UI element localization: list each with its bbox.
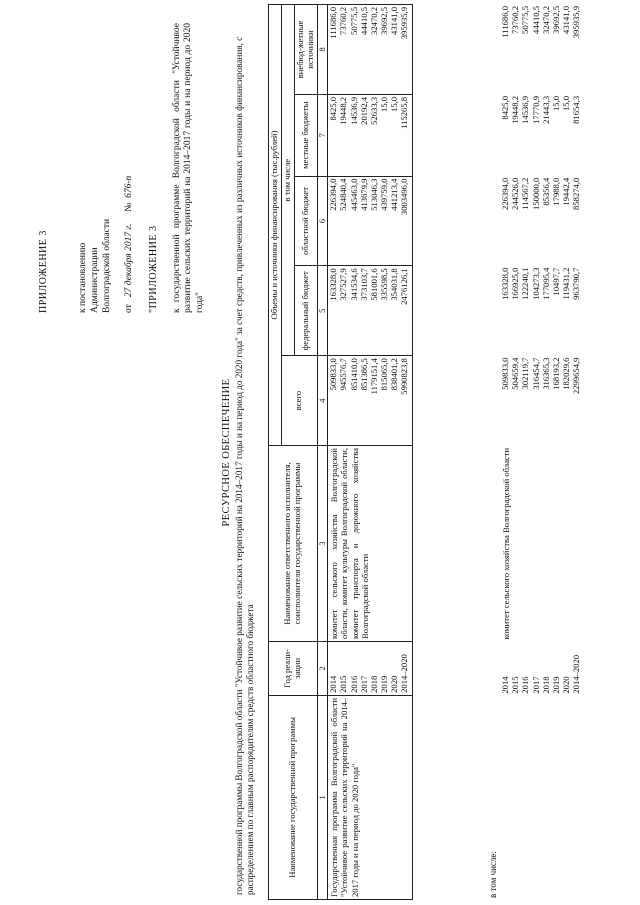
local-value: 52633,3 — [368, 96, 379, 125]
local-value: 20192,4 — [358, 96, 369, 125]
decree-line-3: Волгоградской области — [102, 218, 112, 313]
year-value: 2018 — [540, 676, 551, 694]
total-value: 182029,6 — [561, 357, 572, 390]
total-value: 945576,7 — [338, 358, 349, 391]
year-value: 2017 — [358, 675, 369, 693]
reference-text: к государственной программе Волгоградской области "Устойчивое развитие сельских территорий на 2014–2017 годы и на период до 2020 года" — [172, 23, 205, 313]
header-including: в том числе — [281, 5, 294, 356]
resource-table — [268, 4, 413, 900]
total-value: 838401,2 — [389, 358, 400, 391]
extra-value: 43141,0 — [389, 7, 400, 35]
federal-value: 341534,6 — [348, 268, 359, 301]
local-value: 17770,9 — [530, 95, 541, 124]
federal-value: 354031,8 — [389, 268, 400, 301]
total-value: 851410,0 — [348, 358, 359, 391]
number-value: 676-п — [124, 175, 134, 198]
appendix-title: ПРИЛОЖЕНИЕ 3 — [38, 230, 49, 313]
total-value: 1179151,4 — [368, 358, 379, 395]
years-cell — [328, 641, 413, 695]
regional-value: 226394,0 — [328, 178, 339, 211]
header-extra: внебюд-жетные источники — [294, 5, 317, 95]
year-value: 2020 — [561, 676, 572, 694]
extra-value: 50775,5 — [520, 6, 531, 34]
header-federal: федеральный бюджет — [294, 266, 317, 356]
year-value: 2019 — [550, 676, 561, 694]
extra-value: 111686,0 — [500, 6, 510, 38]
federal-value: 10497,7 — [550, 267, 561, 296]
federal-value: 104273,3 — [530, 267, 541, 300]
regional-cell — [328, 176, 413, 266]
regional-value: 439759,0 — [379, 178, 390, 211]
year-value: 2014 — [328, 675, 339, 693]
year-value: 2016 — [348, 675, 359, 693]
local-value: 15,0 — [389, 96, 400, 112]
document-title: РЕСУРСНОЕ ОБЕСПЕЧЕНИЕ — [221, 378, 232, 527]
extra-value: 39692,5 — [379, 7, 390, 35]
header-total: всего — [281, 356, 317, 446]
table-row-sub — [500, 4, 584, 900]
sub-years-cell — [500, 642, 584, 696]
total-value: 504659,4 — [510, 357, 521, 390]
header-executor: Наименование ответственного исполнителя, соисполнителя государственной программы — [269, 446, 318, 642]
col-number: 2 — [317, 641, 328, 695]
local-value: 15,0 — [379, 96, 390, 112]
document-subtitle: государственной программы Волгоградской области "Устойчивое развитие сельских территорий на 2014–2017 годы и на период до 2020 года" за счет средств, привлеченных из различных источников финансирования, с распределением по главным распорядителям средств областного бюджета — [234, 36, 255, 895]
regional-value: 513046,3 — [368, 178, 379, 211]
date-prefix: от — [124, 304, 134, 313]
year-value: 2015 — [338, 675, 349, 693]
regional-value: 114567,2 — [520, 177, 531, 210]
extra-value: 73760,2 — [510, 6, 521, 34]
col-number: 3 — [317, 446, 328, 642]
sub-regional-cell — [500, 176, 584, 266]
decree-line-1: к постановлению — [78, 242, 88, 313]
federal-value: 963790,7 — [571, 267, 582, 300]
header-year: Год реали-зации — [269, 641, 318, 695]
year-value: 2020 — [389, 675, 400, 693]
extra-value: 73760,2 — [338, 7, 349, 35]
extra-value: 395935,9 — [399, 7, 410, 40]
regional-value: 3003496,0 — [399, 178, 410, 216]
sub-local-cell — [500, 94, 584, 176]
appendix-title-2: "ПРИЛОЖЕНИЕ 3 — [148, 225, 159, 313]
total-value: 851386,5 — [358, 358, 369, 391]
extra-value: 39692,5 — [550, 6, 561, 34]
header-funding: Объемы и источники финансирования (тыс.рублей) — [269, 5, 282, 446]
federal-value: 177095,4 — [540, 267, 551, 300]
regional-value: 441213,4 — [389, 178, 400, 211]
federal-value: 166925,0 — [510, 267, 521, 300]
extra-value: 44410,5 — [358, 7, 369, 35]
local-value: 14536,9 — [520, 95, 531, 124]
header-local: местные бюджеты — [294, 94, 317, 176]
regional-value: 524840,4 — [338, 178, 349, 211]
year-value: 2016 — [520, 676, 531, 694]
sub-federal-cell — [500, 266, 584, 356]
local-value: 8425,0 — [328, 96, 339, 121]
regional-value: 150000,0 — [530, 177, 541, 210]
year-value: 2017 — [530, 676, 541, 694]
total-value: 168193,2 — [550, 357, 561, 390]
federal-value: 2476126,1 — [399, 268, 410, 305]
table-row-program — [328, 5, 413, 900]
local-value: 15,0 — [561, 95, 572, 111]
local-value: 14536,9 — [348, 96, 359, 125]
local-value: 81654,3 — [571, 95, 582, 124]
col-number: 1 — [317, 695, 328, 899]
total-value: 5990823,8 — [399, 358, 410, 395]
header-regional: областной бюджет — [294, 176, 317, 266]
federal-value: 122240,1 — [520, 267, 531, 300]
sub-extra-cell — [500, 4, 584, 94]
extra-cell — [328, 5, 413, 95]
total-value: 316365,3 — [540, 357, 551, 390]
year-value: 2015 — [510, 676, 521, 694]
col-number: 5 — [317, 266, 328, 356]
local-value: 19448,2 — [338, 96, 349, 125]
decree-line-2: Администрации — [90, 247, 100, 313]
local-cell — [328, 94, 413, 176]
total-value: 815065,0 — [379, 358, 390, 391]
federal-value: 119431,2 — [561, 267, 572, 300]
total-value: 316454,7 — [530, 357, 541, 390]
local-value: 21443,3 — [540, 95, 551, 124]
federal-value: 327527,9 — [338, 268, 349, 301]
extra-value: 111686,0 — [328, 7, 339, 39]
extra-value: 43141,0 — [561, 6, 572, 34]
total-value: 509833,0 — [328, 358, 339, 391]
regional-value: 19442,4 — [561, 177, 572, 206]
number-prefix: № — [124, 202, 134, 212]
col-number: 6 — [317, 176, 328, 266]
federal-value: 581001,6 — [368, 268, 379, 301]
header-program-name: Наименование государственной программы — [269, 695, 318, 899]
local-value: 15,0 — [550, 95, 561, 111]
federal-value: 335598,5 — [379, 268, 390, 301]
regional-value: 413679,9 — [358, 178, 369, 211]
col-number: 7 — [317, 94, 328, 176]
year-value: 2014–2020 — [571, 654, 582, 694]
local-value: 115265,8 — [399, 96, 410, 129]
total-value: 509833,0 — [500, 357, 510, 390]
sub-total-cell — [500, 356, 584, 446]
regional-value: 244526,0 — [510, 177, 521, 210]
year-value: 2014–2020 — [399, 654, 410, 693]
including-label: в том числе: — [488, 851, 498, 898]
executor-cell: комитет сельского хозяйства Волгоградской области, комитет культуры Волгоградской области, комитет транспорта и дорожного хозяйства Волгоградской области — [328, 446, 413, 642]
year-value: 2019 — [379, 675, 390, 693]
federal-cell — [328, 266, 413, 356]
regional-value: 445463,0 — [348, 178, 359, 211]
local-value: 8425,0 — [500, 95, 510, 120]
extra-value: 395935,9 — [571, 6, 582, 39]
extra-value: 50775,5 — [348, 7, 359, 35]
federal-value: 163328,0 — [500, 267, 510, 300]
col-number: 4 — [317, 356, 328, 446]
local-value: 19448,2 — [510, 95, 521, 124]
decree-date-line — [124, 176, 135, 313]
regional-value: 226394,0 — [500, 177, 510, 210]
sub-executor-cell: комитет сельского хозяйства Волгоградской области — [501, 447, 511, 640]
extra-value: 32470,2 — [368, 7, 379, 35]
extra-value: 32470,2 — [540, 6, 551, 34]
regional-value: 85356,4 — [540, 177, 551, 206]
date-value: 27 декабря 2017 г. — [124, 223, 134, 298]
regional-value: 858274,0 — [571, 177, 582, 210]
total-cell — [328, 356, 413, 446]
total-value: 2299654,9 — [571, 357, 582, 395]
total-value: 302119,7 — [520, 357, 531, 390]
col-number: 8 — [317, 5, 328, 95]
year-value: 2018 — [368, 675, 379, 693]
federal-value: 163328,0 — [328, 268, 339, 301]
sub-table — [500, 4, 584, 900]
program-name-cell: Государственная программа Волгоградской области "Устойчивое развитие сельских территорий на 2014–2017 годы и на период до 2020 года" — [328, 695, 413, 899]
extra-value: 44410,5 — [530, 6, 541, 34]
sub-empty-cell — [500, 696, 584, 900]
year-value: 2014 — [500, 676, 510, 694]
regional-value: 17988,0 — [550, 177, 561, 206]
federal-value: 373103,7 — [358, 268, 369, 301]
